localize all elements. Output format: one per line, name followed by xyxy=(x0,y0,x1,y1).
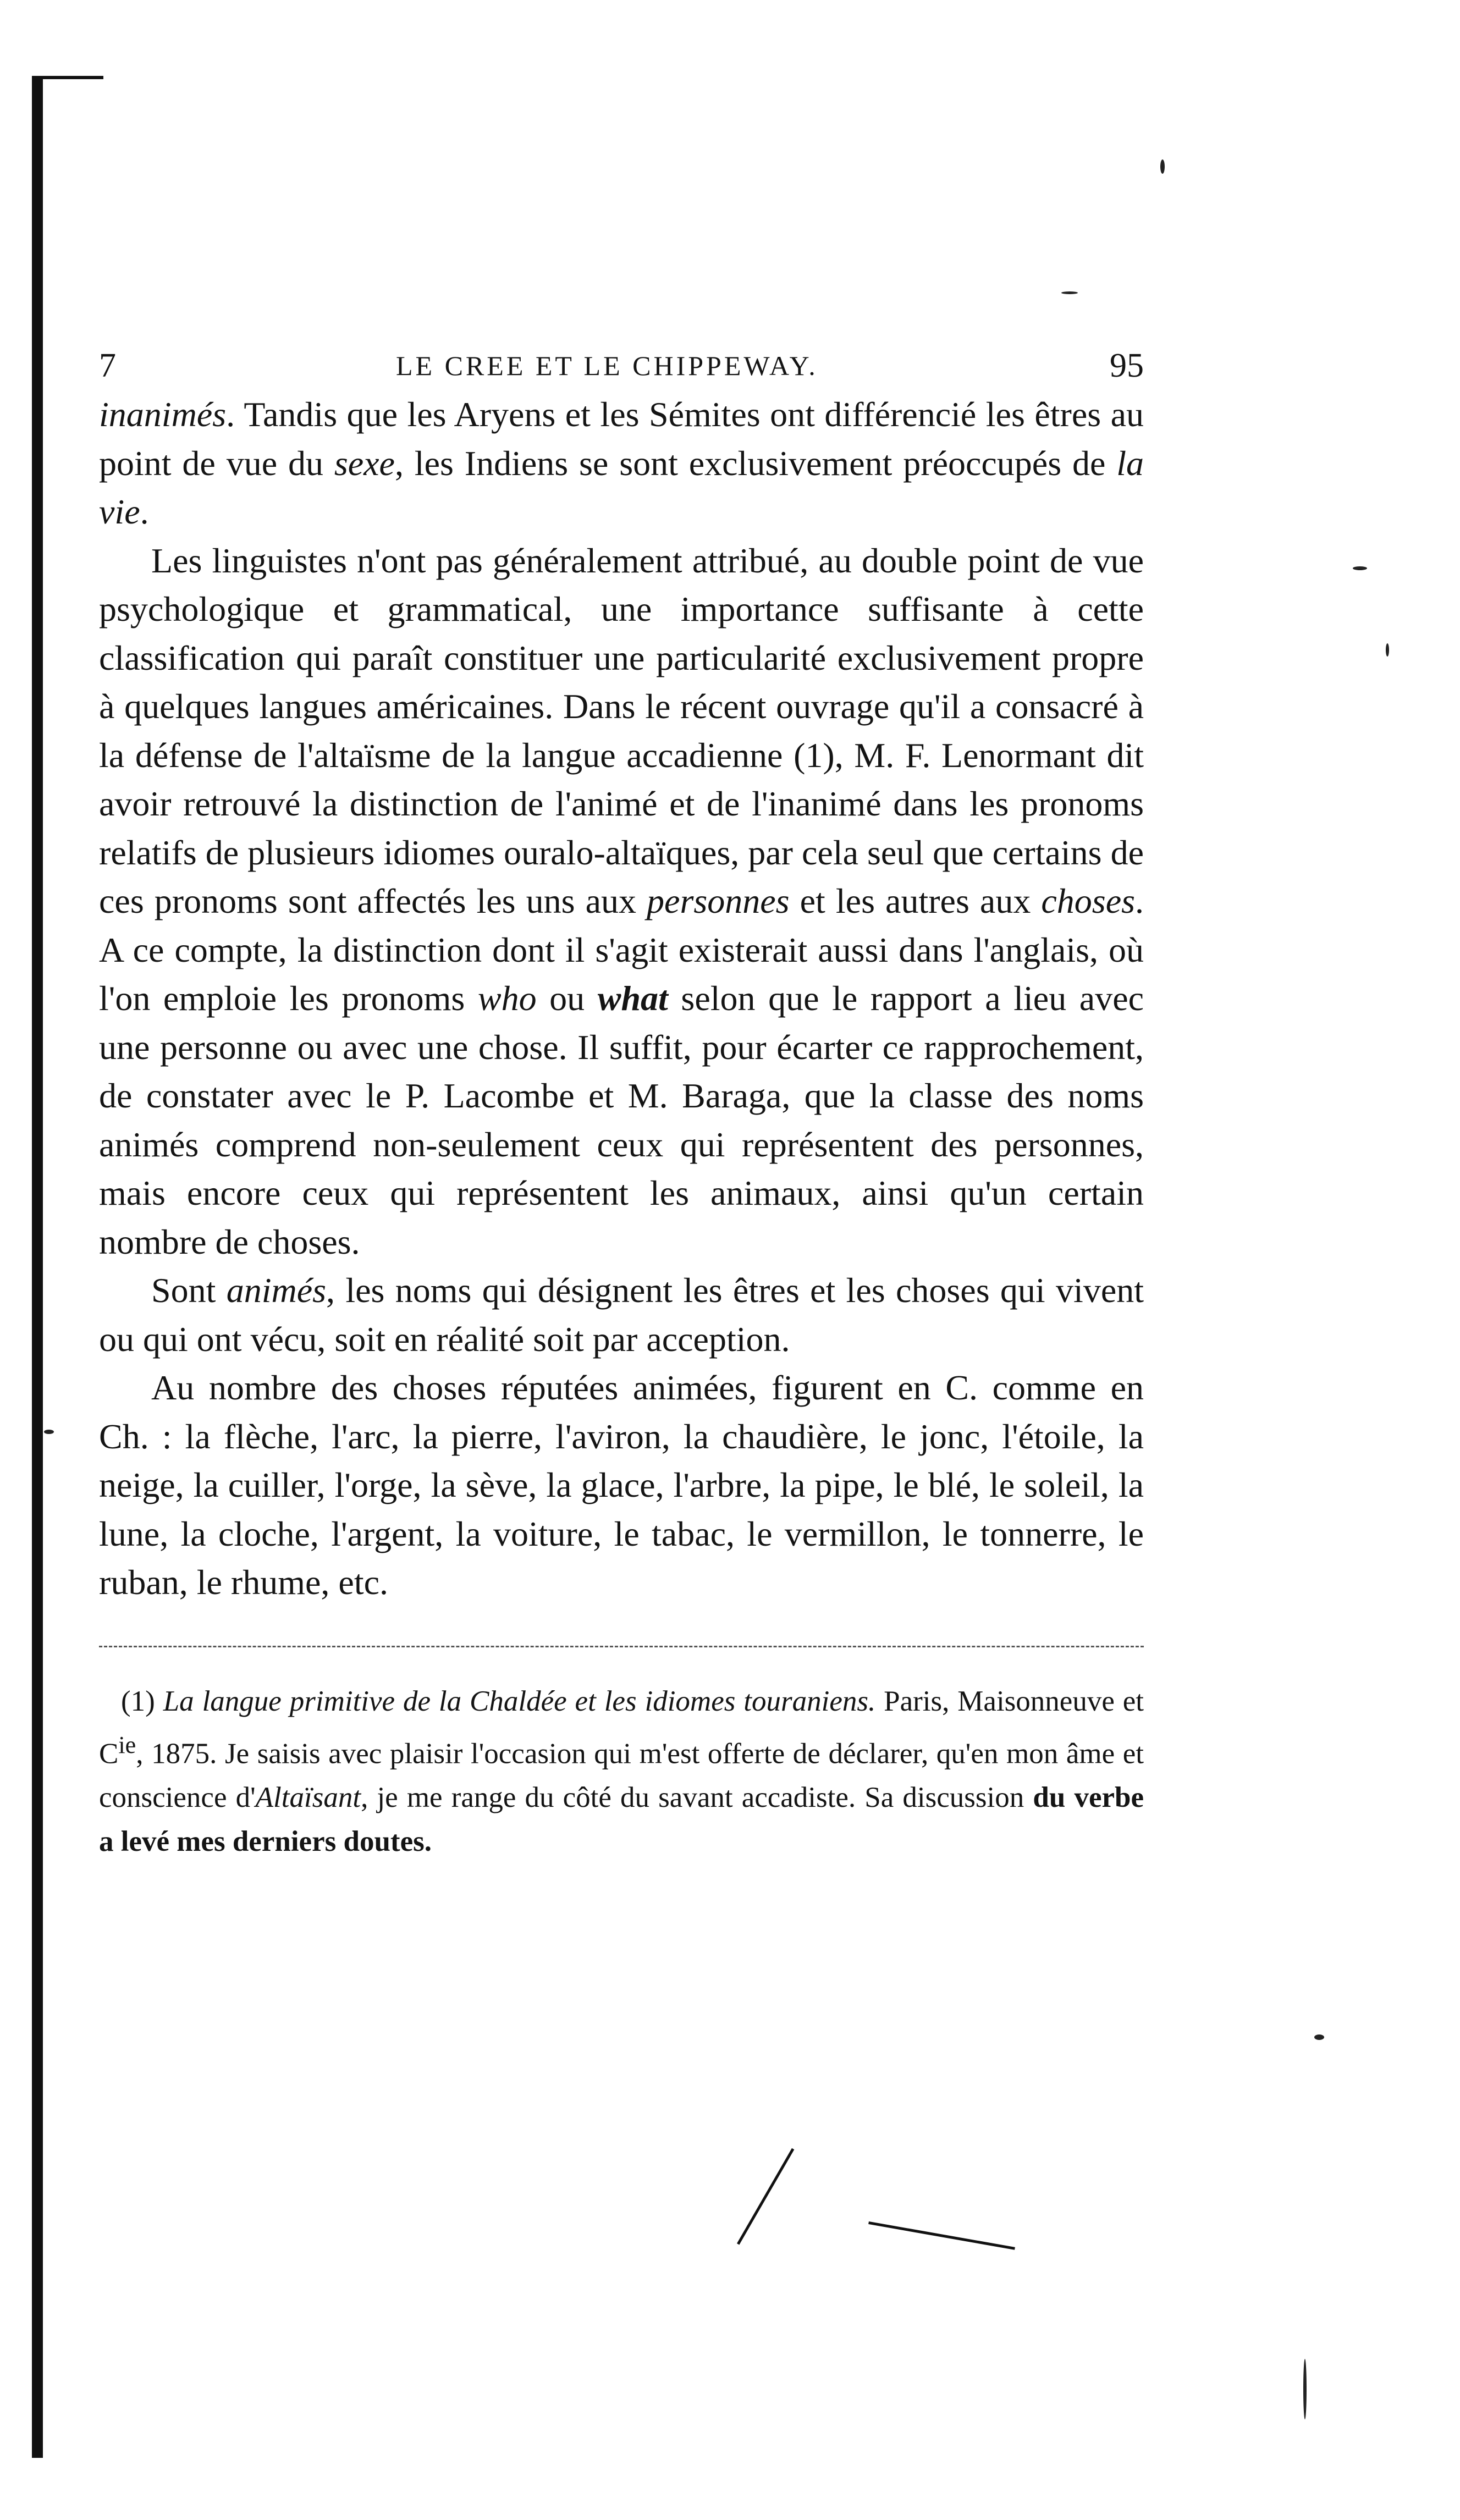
running-title: LE CREE ET LE CHIPPEWAY. xyxy=(396,350,818,381)
paragraph-text: Sont xyxy=(151,1271,227,1310)
italic-term: personnes xyxy=(647,881,790,920)
footnote-text-part: Paris, Maisonneuve et C xyxy=(99,1685,1144,1770)
paragraph xyxy=(99,537,1144,1267)
paragraph: Au nombre des choses réputées animées, figurent en C. comme en Ch. : la flèche, l'arc, la pierre, l'aviron, la chaudière, le jonc, l'étoile, la neige, la cuiller, l'orge, la sève, la glace, l'arbre, la pipe, le blé, le soleil, la lune, la cloche, l'argent, la voiture, le tabac, le vermillon, le tonnerre, le ruban, le rhume, etc. xyxy=(99,1368,1144,1602)
paragraph-text: et les autres aux xyxy=(789,881,1042,920)
scan-speck xyxy=(1386,643,1389,657)
italic-term: choses xyxy=(1041,881,1135,920)
italic-term: la vie xyxy=(99,443,1144,531)
italic-term: inanimés xyxy=(99,395,227,434)
pen-stroke xyxy=(737,2148,794,2245)
paragraph-text: ou xyxy=(536,979,598,1018)
footnote-cited-title: La langue primitive de la Chaldée et les idiomes touraniens. xyxy=(163,1685,876,1717)
running-head xyxy=(99,341,1144,390)
footnote-superscript: ie xyxy=(118,1731,136,1758)
footnote-text-part: , je me range du côté du savant accadiste. Sa discussion xyxy=(361,1782,1024,1814)
paragraph-text: . xyxy=(140,492,149,531)
signature-mark: 7 xyxy=(99,347,116,384)
page-number: 95 xyxy=(1110,347,1144,384)
footnote xyxy=(99,1679,1144,1864)
paragraph-text: . Tandis que les Aryens et les Sémites ont différencié les êtres au point de vue du xyxy=(99,395,1144,483)
scan-speck xyxy=(1303,2359,1307,2419)
scan-speck xyxy=(1353,566,1367,570)
footnote-text-part: , 1875. Je saisis avec plaisir l'occasion qui m'est offerte de déclarer, qu'en mon âme et conscience d' xyxy=(99,1738,1144,1814)
body-text xyxy=(99,390,1144,1607)
paragraph-text: , les Indiens se sont exclusivement préoccupés de xyxy=(394,443,1117,483)
italic-term: Altaïsant xyxy=(255,1782,361,1814)
paragraph-text: selon que le rapport a lieu avec une personne ou avec une chose. Il suffit, pour écarter ce rapprochement, de constater avec le P. Lacombe et M. Baraga, que la classe des noms animés comprend non-seulement ceux qui représentent des personnes, mais encore ceux qui représentent les animaux, ainsi qu'un certain nombre de choses. xyxy=(99,979,1144,1261)
paragraph-text: . A ce compte, la distinction dont il s'agit existerait aussi dans l'anglais, où l'on emploie les pronoms xyxy=(99,881,1144,1018)
italic-term: animés xyxy=(226,1271,327,1310)
footnote-text xyxy=(99,1679,1144,1864)
scan-speck xyxy=(44,1430,54,1434)
footnote-rule xyxy=(99,1646,1144,1647)
scan-speck xyxy=(1061,291,1078,294)
scan-speck xyxy=(1160,159,1165,174)
paragraph-text: Les linguistes n'ont pas généralement attribué, au double point de vue psychologique et grammatical, une importance suffisante à cette classification qui paraît constituer une particularité exclusivement propre à quelques langues américaines. Dans le récent ouvrage qu'il a consacré à la défense de l'altaïsme de la langue accadienne (1), M. F. Lenormant dit avoir retrouvé la distinction de l'animé et de l'inanimé dans les pronoms relatifs de plusieurs idiomes ouralo-altaïques, par cela seul que certains de ces pronoms sont affectés les uns aux xyxy=(99,541,1144,920)
italic-term: sexe xyxy=(334,443,395,483)
italic-term: what xyxy=(597,979,668,1018)
paragraph-text: , les noms qui désignent les êtres et les choses qui vivent ou qui ont vécu, soit en réalité soit par acception. xyxy=(99,1271,1144,1359)
footnote-number: (1) xyxy=(121,1685,163,1717)
footnote-text-part: du verbe a levé mes derniers doutes. xyxy=(99,1782,1144,1858)
paragraph-continuation xyxy=(99,390,1144,537)
paragraph xyxy=(99,1266,1144,1364)
italic-term: who xyxy=(477,979,537,1018)
scan-binding-edge xyxy=(32,77,43,2458)
scan-speck xyxy=(1314,2034,1324,2040)
pen-stroke xyxy=(868,2221,1015,2250)
book-page xyxy=(99,341,1144,1863)
